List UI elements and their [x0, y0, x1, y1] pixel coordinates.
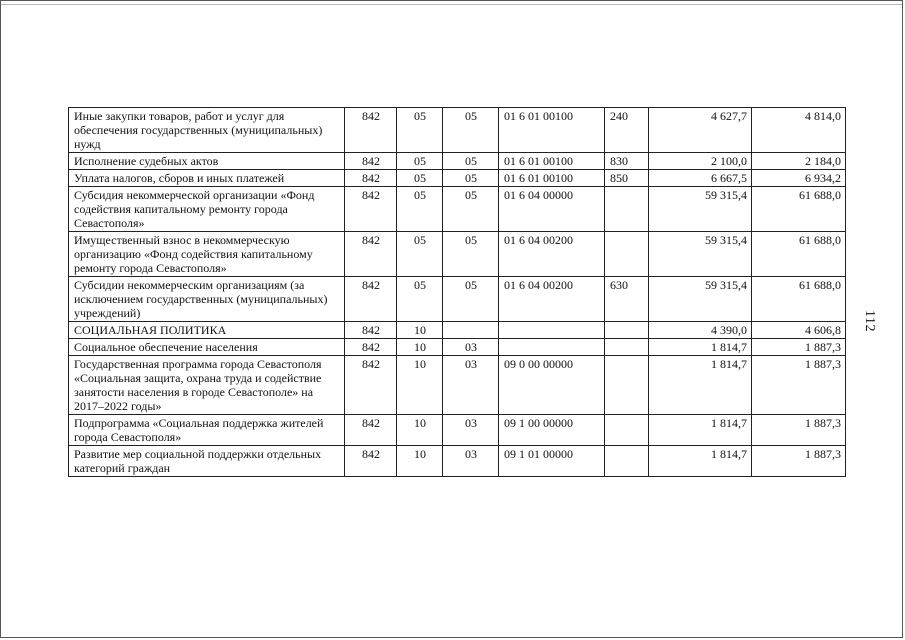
row-amount-year1-cell: 4 627,7	[649, 108, 752, 153]
row-expense-type-cell	[605, 322, 649, 339]
row-subsection-cell: 05	[443, 232, 499, 277]
row-ministry-code-cell: 842	[345, 356, 397, 415]
row-amount-year1-cell: 59 315,4	[649, 187, 752, 232]
row-amount-year2-cell: 4 814,0	[752, 108, 846, 153]
row-amount-year1-cell: 1 814,7	[649, 446, 752, 477]
row-amount-year2-cell: 61 688,0	[752, 187, 846, 232]
row-ministry-code-cell: 842	[345, 153, 397, 170]
row-section-cell: 05	[397, 108, 443, 153]
budget-table	[68, 107, 846, 477]
row-section-cell: 10	[397, 446, 443, 477]
row-subsection-cell: 05	[443, 108, 499, 153]
table-row	[69, 153, 846, 170]
row-subsection-cell	[443, 322, 499, 339]
table-row	[69, 415, 846, 446]
row-amount-year1-cell: 6 667,5	[649, 170, 752, 187]
table-row	[69, 322, 846, 339]
row-name-cell: Иные закупки товаров, работ и услуг для обеспечения государственных (муниципальных) нужд	[69, 108, 345, 153]
row-target-article-cell: 01 6 01 00100	[499, 108, 605, 153]
row-expense-type-cell: 830	[605, 153, 649, 170]
row-subsection-cell: 03	[443, 446, 499, 477]
row-expense-type-cell: 240	[605, 108, 649, 153]
row-section-cell: 05	[397, 232, 443, 277]
row-amount-year2-cell: 1 887,3	[752, 356, 846, 415]
row-target-article-cell: 01 6 04 00200	[499, 232, 605, 277]
row-amount-year2-cell: 61 688,0	[752, 277, 846, 322]
row-section-cell: 10	[397, 322, 443, 339]
row-ministry-code-cell: 842	[345, 446, 397, 477]
row-subsection-cell: 03	[443, 415, 499, 446]
row-section-cell: 05	[397, 277, 443, 322]
table-row	[69, 277, 846, 322]
row-section-cell: 05	[397, 170, 443, 187]
row-target-article-cell: 01 6 04 00000	[499, 187, 605, 232]
table-row	[69, 339, 846, 356]
row-target-article-cell: 01 6 01 00100	[499, 153, 605, 170]
row-name-cell: Субсидия некоммерческой организации «Фонд содействия капитальному ремонту города Севастополя»	[69, 187, 345, 232]
row-amount-year1-cell: 1 814,7	[649, 415, 752, 446]
row-ministry-code-cell: 842	[345, 108, 397, 153]
row-name-cell: Социальное обеспечение населения	[69, 339, 345, 356]
row-subsection-cell: 05	[443, 187, 499, 232]
row-section-cell: 10	[397, 415, 443, 446]
budget-table-body	[69, 108, 846, 477]
row-ministry-code-cell: 842	[345, 187, 397, 232]
row-expense-type-cell	[605, 232, 649, 277]
row-ministry-code-cell: 842	[345, 415, 397, 446]
row-amount-year2-cell: 1 887,3	[752, 446, 846, 477]
row-amount-year2-cell: 6 934,2	[752, 170, 846, 187]
row-ministry-code-cell: 842	[345, 232, 397, 277]
row-name-cell: Имущественный взнос в некоммерческую организацию «Фонд содействия капитальному ремонту города Севастополя»	[69, 232, 345, 277]
row-subsection-cell: 05	[443, 153, 499, 170]
row-ministry-code-cell: 842	[345, 277, 397, 322]
row-expense-type-cell	[605, 187, 649, 232]
row-section-cell: 10	[397, 339, 443, 356]
row-amount-year1-cell: 1 814,7	[649, 356, 752, 415]
row-section-cell: 10	[397, 356, 443, 415]
row-expense-type-cell	[605, 415, 649, 446]
row-name-cell: Исполнение судебных актов	[69, 153, 345, 170]
row-expense-type-cell: 850	[605, 170, 649, 187]
row-amount-year1-cell: 59 315,4	[649, 232, 752, 277]
table-row	[69, 187, 846, 232]
row-amount-year2-cell: 2 184,0	[752, 153, 846, 170]
row-subsection-cell: 05	[443, 170, 499, 187]
row-section-cell: 05	[397, 187, 443, 232]
table-row	[69, 170, 846, 187]
row-amount-year1-cell: 4 390,0	[649, 322, 752, 339]
row-target-article-cell: 09 1 01 00000	[499, 446, 605, 477]
row-amount-year1-cell: 1 814,7	[649, 339, 752, 356]
row-name-cell: Развитие мер социальной поддержки отдельных категорий граждан	[69, 446, 345, 477]
row-amount-year1-cell: 2 100,0	[649, 153, 752, 170]
row-name-cell: Уплата налогов, сборов и иных платежей	[69, 170, 345, 187]
row-target-article-cell: 09 1 00 00000	[499, 415, 605, 446]
row-target-article-cell: 01 6 04 00200	[499, 277, 605, 322]
row-ministry-code-cell: 842	[345, 339, 397, 356]
table-row	[69, 446, 846, 477]
row-subsection-cell: 03	[443, 356, 499, 415]
row-name-cell: Субсидии некоммерческим организациям (за исключением государственных (муниципальных) учреждений)	[69, 277, 345, 322]
row-amount-year1-cell: 59 315,4	[649, 277, 752, 322]
row-expense-type-cell	[605, 339, 649, 356]
row-amount-year2-cell: 1 887,3	[752, 339, 846, 356]
row-expense-type-cell	[605, 446, 649, 477]
row-target-article-cell: 09 0 00 00000	[499, 356, 605, 415]
row-name-cell: Государственная программа города Севастополя «Социальная защита, охрана труда и содействие занятости населения в городе Севастополе» на 2017–2022 годы»	[69, 356, 345, 415]
row-amount-year2-cell: 1 887,3	[752, 415, 846, 446]
row-subsection-cell: 05	[443, 277, 499, 322]
row-target-article-cell	[499, 322, 605, 339]
row-section-cell: 05	[397, 153, 443, 170]
table-row	[69, 232, 846, 277]
table-row	[69, 108, 846, 153]
row-name-cell: Подпрограмма «Социальная поддержка жителей города Севастополя»	[69, 415, 345, 446]
table-row	[69, 356, 846, 415]
row-subsection-cell: 03	[443, 339, 499, 356]
row-amount-year2-cell: 61 688,0	[752, 232, 846, 277]
row-ministry-code-cell: 842	[345, 170, 397, 187]
row-target-article-cell: 01 6 01 00100	[499, 170, 605, 187]
page-number: 112	[861, 310, 877, 332]
row-ministry-code-cell: 842	[345, 322, 397, 339]
row-target-article-cell	[499, 339, 605, 356]
row-expense-type-cell	[605, 356, 649, 415]
row-name-cell: СОЦИАЛЬНАЯ ПОЛИТИКА	[69, 322, 345, 339]
row-expense-type-cell: 630	[605, 277, 649, 322]
row-amount-year2-cell: 4 606,8	[752, 322, 846, 339]
